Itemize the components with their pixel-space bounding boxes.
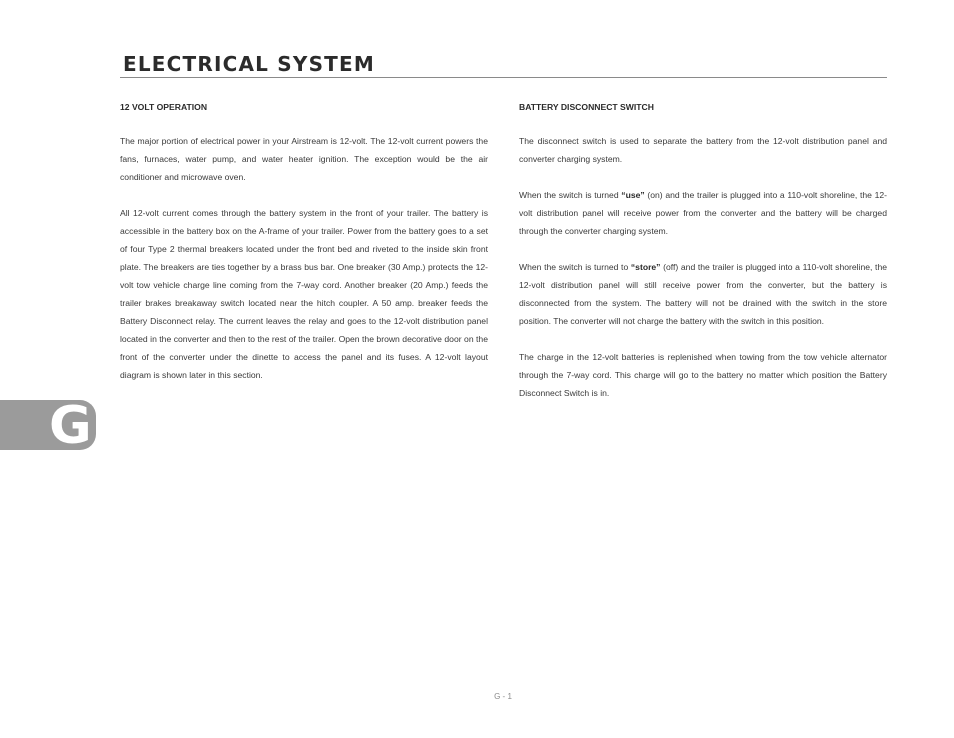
- section-tab-letter: G: [49, 400, 92, 450]
- title-divider: [120, 77, 887, 78]
- paragraph-switch-store: [519, 258, 887, 330]
- text-segment: (on) and the trailer is plugged into a 110-volt shoreline, the 12-volt distribution panel will receive power from the converter and the battery will be charged through the converter charging system.: [519, 190, 887, 236]
- text-segment: (off) and the trailer is plugged into a 110-volt shoreline, the 12-volt distribution panel will still receive power from the converter, but the battery is disconnected from the system. The battery will not be drained with the switch in the store position. The converter will not charge the battery with the switch in this position.: [519, 262, 888, 326]
- paragraph-12-volt-intro: The major portion of electrical power in your Airstream is 12-volt. The 12-volt current powers the fans, furnaces, water pump, and water heater ignition. The exception would be the air conditioner and microwave oven.: [120, 136, 488, 182]
- paragraph-disconnect-intro: The disconnect switch is used to separate the battery from the 12-volt distribution panel and converter charging system.: [519, 136, 887, 164]
- paragraph-12-volt-battery-system: All 12-volt current comes through the battery system in the front of your trailer. The battery is accessible in the battery box on the A-frame of your trailer. Power from the battery goes to a set of four Type 2 thermal breakers located under the front bed and riveted to the inside skin front plate. The breakers are ties together by a brass bus bar. One breaker (30 Amp.) protects the 12-volt tow vehicle charge line coming from the 7-way cord. Another breaker (20 Amp.) feeds the trailer brakes breakaway switch located near the hitch coupler. A 50 amp. breaker feeds the Battery Disconnect relay. The current leaves the relay and goes to the 12-volt distribution panel located in the converter and then to the rest of the trailer. Open the brown decorative door on the front of the converter under the dinette to access the panel and its fuses. A 12-volt layout diagram is shown later in this section.: [120, 208, 488, 380]
- store-keyword: “store”: [630, 262, 661, 272]
- page-title: ELECTRICAL SYSTEM: [123, 52, 375, 76]
- section-heading-battery-disconnect: BATTERY DISCONNECT SWITCH: [519, 102, 654, 112]
- use-keyword: “use”: [621, 190, 645, 200]
- section-heading-12-volt: 12 VOLT OPERATION: [120, 102, 208, 112]
- text-segment: When the switch is turned: [519, 190, 622, 200]
- section-tab: [0, 400, 96, 450]
- right-column: [519, 100, 887, 420]
- paragraph-battery-recharge: The charge in the 12-volt batteries is replenished when towing from the tow vehicle alternator through the 7-way cord. This charge will go to the battery no matter which position the Battery Disconnect Switch is in.: [519, 352, 887, 398]
- left-column: [120, 100, 488, 402]
- text-segment: When the switch is turned to: [519, 262, 631, 272]
- paragraph-switch-use: [519, 186, 887, 240]
- page-number: G - 1: [494, 692, 512, 701]
